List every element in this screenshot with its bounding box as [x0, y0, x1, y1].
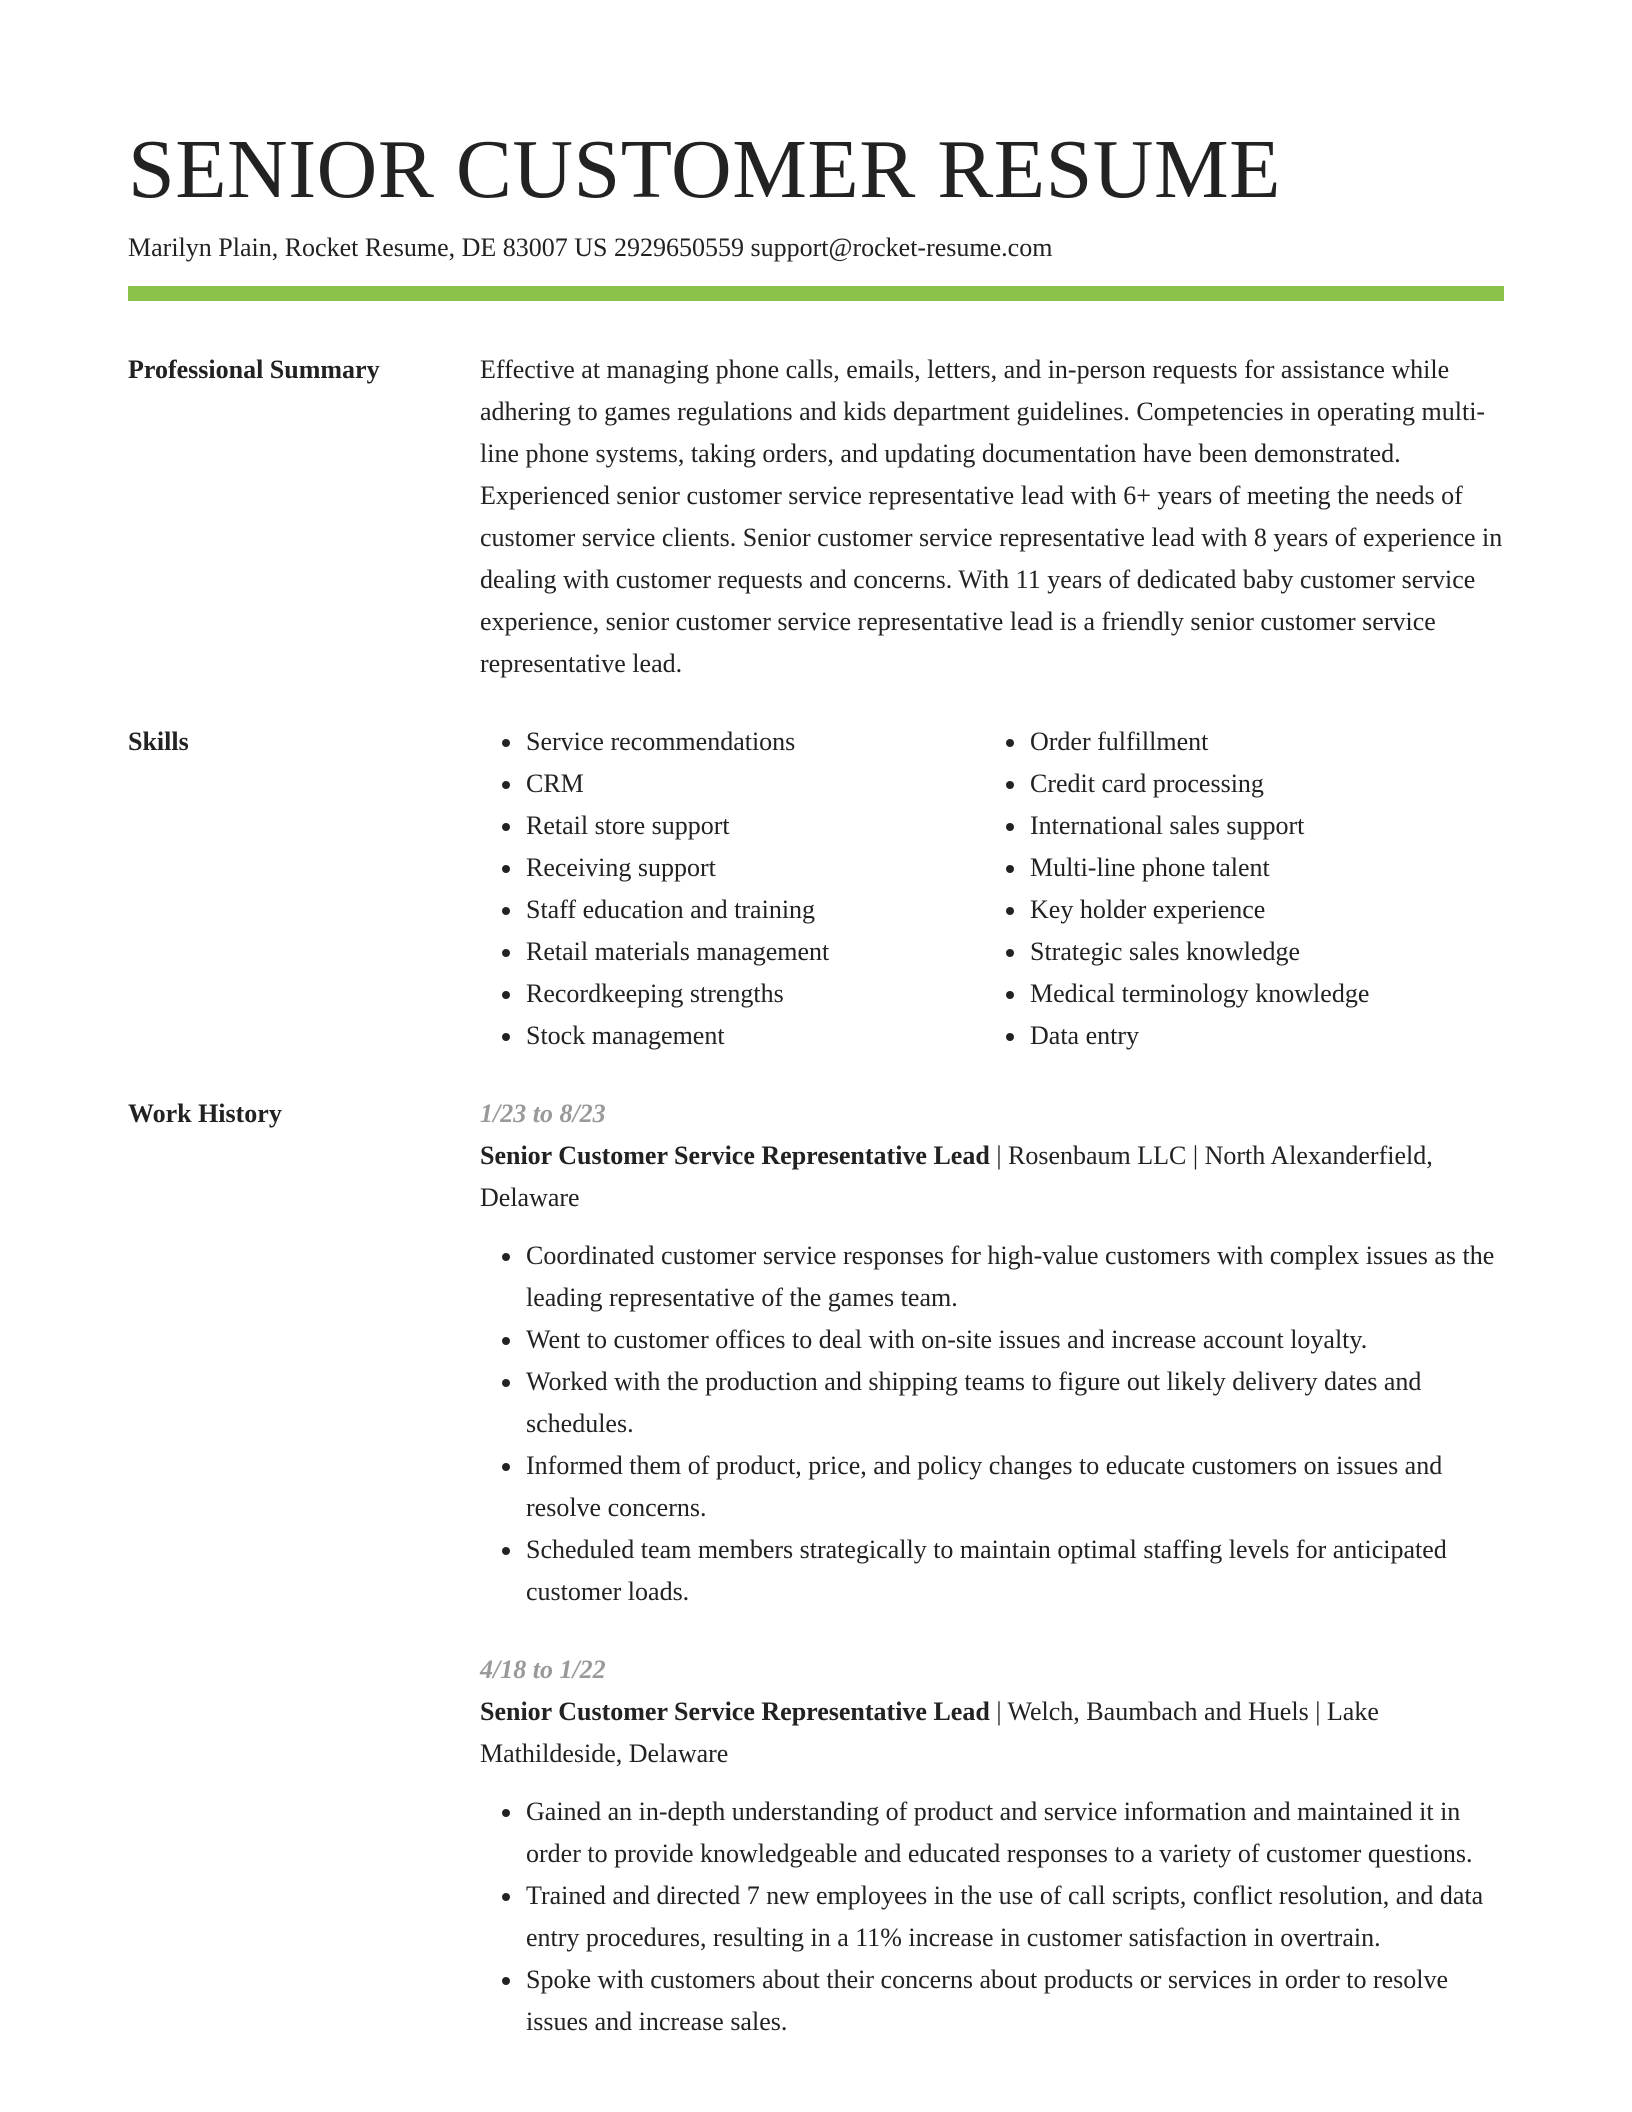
work-history-label: Work History — [128, 1099, 282, 1128]
resume-page — [128, 0, 1504, 2079]
skill-item: • Receiving support — [524, 847, 984, 889]
summary-text: Effective at managing phone calls, emails, letters, and in-person requests for assistance while adhering to games regulations and kids department guidelines. Competencies in operating multi-line phone systems, taking orders, and updating documentation have been demonstrated. Experienced senior customer service representative lead with 6+ years of meeting the needs of customer service clients. Senior customer service representative lead with 8 years of experience in dealing with customer requests and concerns. With 11 years of dedicated baby customer service experience, senior customer service representative lead is a friendly senior customer service representative lead. — [480, 355, 1503, 678]
skill-item: • Recordkeeping strengths — [524, 973, 984, 1015]
job-bullet: • Informed them of product, price, and policy changes to educate customers on issues and resolve concerns. — [524, 1445, 1504, 1529]
contact-line: Marilyn Plain, Rocket Resume, DE 83007 US 2929650559 support@rocket-resume.com — [128, 233, 1053, 262]
skill-item: • Service recommendations — [524, 721, 984, 763]
resume-title: SENIOR CUSTOMER RESUME — [128, 123, 1281, 216]
job-dates: 4/18 to 1/22 — [480, 1655, 606, 1684]
skill-item: • Stock management — [524, 1015, 984, 1057]
work-history-content — [480, 1093, 1504, 2079]
skill-item: • Order fulfillment — [1028, 721, 1488, 763]
skill-item: • Strategic sales knowledge — [1028, 931, 1488, 973]
job-entry — [480, 1649, 1504, 2043]
skill-item: • Key holder experience — [1028, 889, 1488, 931]
job-employer-location: | Welch, Baumbach and Huels | Lake Mathildeside, Delaware — [480, 1697, 1379, 1768]
job-title: Senior Customer Service Representative Lead — [480, 1697, 990, 1726]
job-bullet: • Went to customer offices to deal with on-site issues and increase account loyalty. — [524, 1319, 1504, 1361]
skills-section — [128, 721, 1504, 1057]
skill-item: • International sales support — [1028, 805, 1488, 847]
job-bullet: • Scheduled team members strategically to maintain optimal staffing levels for anticipated customer loads. — [524, 1529, 1504, 1613]
job-bullet: • Trained and directed 7 new employees in the use of call scripts, conflict resolution, and data entry procedures, resulting in a 11% increase in customer satisfaction in overtrain. — [524, 1875, 1504, 1959]
accent-divider — [128, 286, 1504, 301]
skill-item: • Data entry — [1028, 1015, 1488, 1057]
summary-section — [128, 349, 1504, 685]
job-dates: 1/23 to 8/23 — [480, 1099, 606, 1128]
skill-item: • Medical terminology knowledge — [1028, 973, 1488, 1015]
job-bullet: • Coordinated customer service responses for high-value customers with complex issues as the leading representative of the games team. — [524, 1235, 1504, 1319]
skill-item: • Retail materials management — [524, 931, 984, 973]
skills-right-list — [984, 721, 1488, 1057]
skill-item: • Staff education and training — [524, 889, 984, 931]
skill-item: • Retail store support — [524, 805, 984, 847]
job-bullet: • Worked with the production and shipping teams to figure out likely delivery dates and schedules. — [524, 1361, 1504, 1445]
work-history-section — [128, 1093, 1504, 2079]
job-employer-location: | Rosenbaum LLC | North Alexanderfield, Delaware — [480, 1141, 1433, 1212]
skills-label: Skills — [128, 727, 189, 756]
summary-content — [480, 349, 1504, 685]
skill-item: • CRM — [524, 763, 984, 805]
skill-item: • Multi-line phone talent — [1028, 847, 1488, 889]
skills-content — [480, 721, 1504, 1057]
summary-label: Professional Summary — [128, 355, 380, 384]
job-bullets — [480, 1235, 1504, 1613]
job-heading — [480, 1691, 1504, 1775]
skills-left-list — [480, 721, 984, 1057]
job-bullets — [480, 1791, 1504, 2043]
job-entry — [480, 1093, 1504, 1613]
job-bullet: • Gained an in-depth understanding of product and service information and maintained it in order to provide knowledgeable and educated responses to a variety of customer questions. — [524, 1791, 1504, 1875]
skill-item: • Credit card processing — [1028, 763, 1488, 805]
skills-columns — [480, 721, 1504, 1057]
job-title: Senior Customer Service Representative Lead — [480, 1141, 990, 1170]
job-heading — [480, 1135, 1504, 1219]
job-bullet: • Spoke with customers about their concerns about products or services in order to resolve issues and increase sales. — [524, 1959, 1504, 2043]
